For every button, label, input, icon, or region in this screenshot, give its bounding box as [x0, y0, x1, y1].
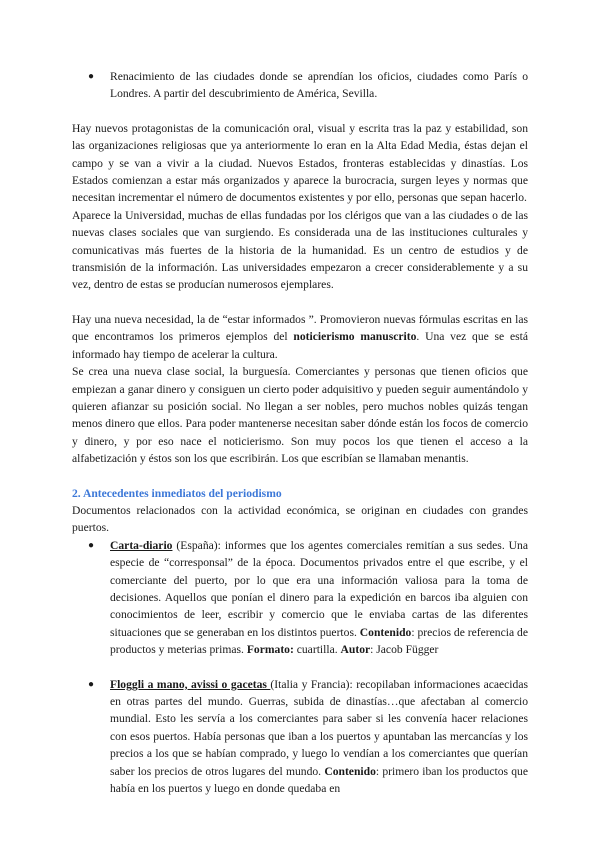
paragraph-necesidad: Hay una nueva necesidad, la de “estar informados ”. Promovieron nuevas fórmulas escritas en las que encontramos los primeros ejemplos del noticierismo manuscrito. Una vez que se está informado hay tiempo de acelerar la cultura. [72, 312, 528, 361]
document-body [72, 68, 528, 797]
bullet-dot-icon: ● [88, 678, 95, 690]
paragraph-universidad: Aparece la Universidad, muchas de ellas fundadas por los clérigos que van a las ciudades o de las nuevas clases sociales que van surgiendo. Es considerada una de las instituciones culturales y comunicativas más fuertes de la historia de la humanidad. Es un centro de estudios y de transmisión de la información. Las universidades empezaron a crecer considerablemente y a su vez, dentro de estas se producían numerosos ejemplares. [72, 208, 528, 292]
bullet-floggli: ● Floggli a mano, avissi o gacetas (Italia y Francia): recopilaban informaciones acaecidas en otras partes del mundo. Guerras, subida de dinastías…que afectaban al comercio mundial. Esto les servía a los comerciantes para saber si les convenía hacer relaciones con esos puertos. Había personas que iban a los puertos y apuntaban las mercancías y los precios a los que se habían comprado, y luego lo vendían a los comerciantes que querían saber los precios de otros lugares del mundo. Contenido: primero iban los productos que había en los puertos y luego en donde quedaba en [88, 677, 528, 796]
paragraph-burguesia: Se crea una nueva clase social, la burguesía. Comerciantes y personas que tienen oficios que empiezan a ganar dinero y consiguen un cierto poder adquisitivo y pueden seguir aumentándolo y quieren afianzar su posición social. No llegan a ser nobles, pero muchos nobles quizás tengan menos dinero que ellos. Para poder mantenerse necesitan saber dónde están los focos de comercio y dinero, y por eso nace el noticierismo. Son muy pocos los que tienen el acceso a la alfabetización y éstos son los que escribirán. Los que escribían se llamaban menantis. [72, 365, 528, 466]
section-intro: Documentos relacionados con la actividad económica, se originan en ciudades con grandes puertos. [72, 503, 528, 535]
bullet-renacimiento [72, 68, 528, 103]
section-heading: 2. Antecedentes inmediatos del periodismo [72, 486, 282, 500]
bold-noticierismo: noticierismo manuscrito [293, 330, 417, 344]
term-floggli: Floggli a mano, avissi o gacetas [110, 677, 271, 691]
paragraph-protagonistas: Hay nuevos protagonistas de la comunicación oral, visual y escrita tras la paz y estabilidad, son las organizaciones religiosas que ya anteriormente lo eran en la Alta Edad Media, éstas dejan el campo y se van a vivir a la ciudad. Nuevos Estados, fronteras establecidas y dinastías. Los Estados comienzan a estar más organizados y aparece la burocracia, surgen leyes y normas que necesitan incrementar el número de documentos existentes y por ello, personas que sepan hacerlo. [72, 121, 528, 205]
term-carta-diario: Carta-diario [110, 538, 173, 552]
bullet-dot-icon: ● [88, 71, 95, 82]
bullet-text: Renacimiento de las ciudades donde se aprendían los oficios, ciudades como París o Londres. A partir del descubrimiento de América, Sevilla. [110, 70, 528, 101]
bullet-carta-diario: ● Carta-diario (España): informes que los agentes comerciales remitían a sus sedes. Una especie de “corresponsal” de la época. Documentos privados entre el que escribe, y el comerciante del puerto, por lo que era una información valiosa para la toma de decisiones. Aquellos que ponían el dinero para la expedición en barcos iba alguien con conocimientos de leer, escribir y comercio que le enviaba cartas de las diferentes situaciones que se generaban en los distintos puertos. Contenido: precios de referencia de productos y meterias primas. Formato: cuartilla. Autor: Jacob Függer [88, 538, 528, 657]
bullet-dot-icon: ● [88, 539, 95, 551]
